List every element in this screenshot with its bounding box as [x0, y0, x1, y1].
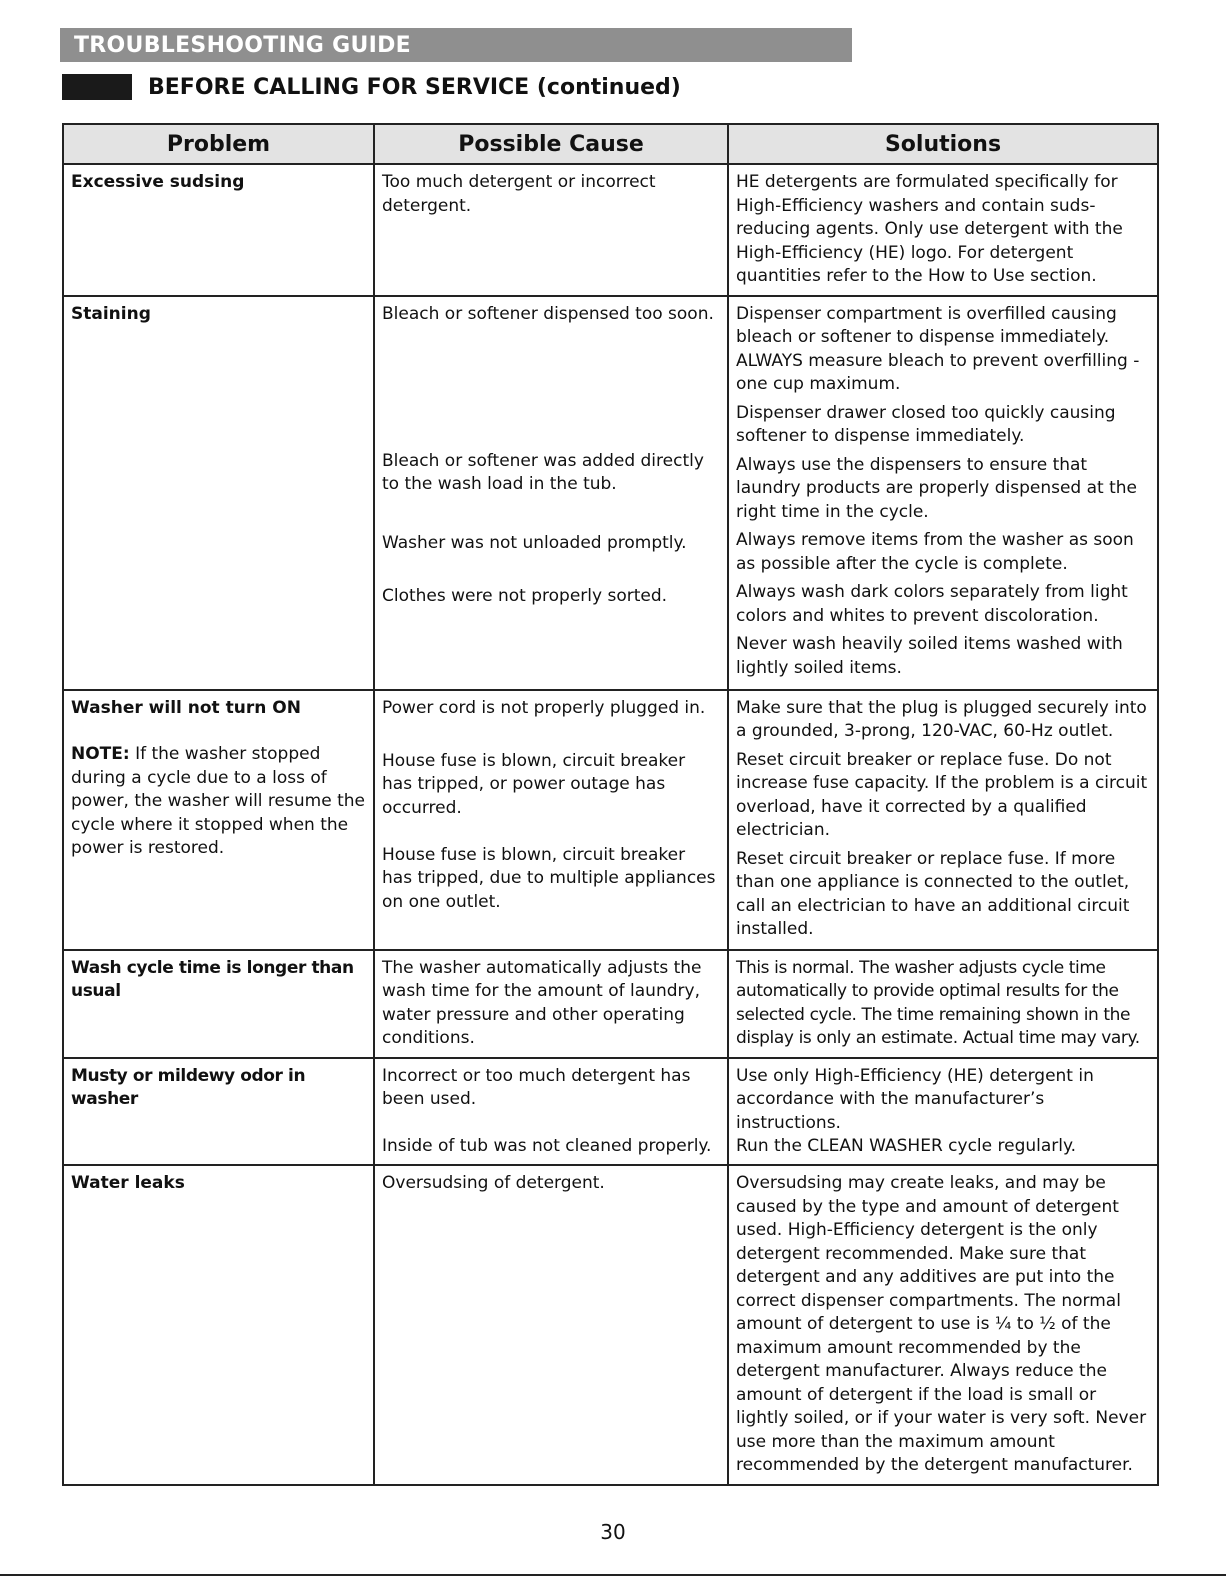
page-number: 30: [600, 1520, 626, 1544]
solution-text: Run the CLEAN WASHER cycle regularly.: [736, 1135, 1077, 1156]
column-header-cause: Possible Cause: [374, 124, 728, 164]
cause-text: House fuse is blown, circuit breaker has tripped, due to multiple appliances on one outlet.: [382, 844, 716, 912]
problem-title: Staining: [71, 303, 151, 324]
solution-text: Always wash dark colors separately from light colors and whites to prevent discoloration.: [736, 582, 1128, 626]
solution-cell: [728, 296, 1158, 690]
solution-text: Always use the dispensers to ensure that laundry products are properly dispensed at the right time in the cycle.: [736, 454, 1138, 522]
solution-text: HE detergents are formulated specifically for High-Efficiency washers and contain suds-reducing agents. Only use detergent with the High-Efficiency (HE) logo. For detergent quantities refer to the How to Use section.: [736, 172, 1123, 286]
solution-cell: [728, 950, 1158, 1058]
problem-cell: [63, 690, 374, 950]
table-row: [63, 950, 1158, 1058]
problem-title: Water leaks: [71, 1173, 185, 1193]
cause-cell: [374, 164, 728, 296]
solution-text: Always remove items from the washer as soon as possible after the cycle is complete.: [736, 530, 1134, 574]
problem-title: Excessive sudsing: [71, 172, 245, 192]
solution-text: Dispenser compartment is overfilled causing bleach or softener to dispense immediately. ALWAYS measure bleach to prevent overfilling - one cup maximum.: [736, 303, 1140, 394]
solution-cell: [728, 1165, 1158, 1485]
table-row: [63, 690, 1158, 950]
subtitle-text: BEFORE CALLING FOR SERVICE (continued): [148, 74, 681, 100]
cause-cell: [374, 1058, 728, 1166]
table-row: [63, 164, 1158, 296]
table-row: [63, 296, 1158, 690]
solution-text: Dispenser drawer closed too quickly causing softener to dispense immediately.: [736, 402, 1116, 446]
solution-text: Reset circuit breaker or replace fuse. Do not increase fuse capacity. If the problem is a circuit overload, have it corrected by a qualified electrician.: [736, 749, 1148, 840]
cause-cell: [374, 296, 728, 690]
problem-cell: [63, 950, 374, 1058]
cause-text: Inside of tub was not cleaned properly.: [382, 1135, 712, 1156]
solution-text: Oversudsing may create leaks, and may be caused by the type and amount of detergent used. High-Efficiency detergent is the only detergent recommended. Make sure that detergent and any additives are put into the correct dispenser compartments. The normal amount of detergent to use is ¼ to ½ of the maximum amount recommended by the detergent manufacturer. Always reduce the amount of detergent if the load is small or lightly soiled, or if your water is very soft. Never use more than the maximum amount recommended by the detergent manufacturer.: [736, 1173, 1147, 1475]
table-header-row: [63, 124, 1158, 164]
note-text: If the washer stopped during a cycle due to a loss of power, the washer will resume the cycle where it stopped when the power is restored.: [71, 744, 365, 858]
cause-text: Too much detergent or incorrect detergent.: [382, 172, 656, 216]
cause-text: Washer was not unloaded promptly.: [382, 532, 687, 553]
table-row: [63, 1058, 1158, 1166]
cause-text: Clothes were not properly sorted.: [382, 585, 668, 606]
table-row: [63, 1165, 1158, 1485]
problem-cell: [63, 1165, 374, 1485]
cause-text: Bleach or softener dispensed too soon.: [382, 303, 714, 324]
column-header-solutions: Solutions: [728, 124, 1158, 164]
problem-cell: [63, 1058, 374, 1166]
troubleshooting-table: [62, 123, 1159, 1486]
solution-cell: [728, 690, 1158, 950]
problem-title: Wash cycle time is longer than usual: [71, 957, 354, 1001]
cause-text: The washer automatically adjusts the wash time for the amount of laundry, water pressure and other operating conditions.: [382, 957, 702, 1048]
problem-cell: [63, 296, 374, 690]
problem-title: Washer will not turn ON: [71, 697, 301, 718]
solution-text: Never wash heavily soiled items washed with lightly soiled items.: [736, 634, 1123, 678]
cause-text: Bleach or softener was added directly to the wash load in the tub.: [382, 450, 704, 494]
subtitle-bar-decoration: [62, 74, 132, 100]
cause-cell: [374, 950, 728, 1058]
solution-cell: [728, 1058, 1158, 1166]
problem-cell: [63, 164, 374, 296]
cause-text: Incorrect or too much detergent has been used.: [382, 1065, 691, 1109]
problem-title: Musty or mildewy odor in washer: [71, 1065, 306, 1109]
solution-text: Make sure that the plug is plugged securely into a grounded, 3-prong, 120-VAC, 60-Hz outlet.: [736, 697, 1147, 741]
cause-text: Power cord is not properly plugged in.: [382, 697, 706, 718]
bottom-rule: [0, 1574, 1226, 1576]
solution-text: Use only High-Efficiency (HE) detergent in accordance with the manufacturer’s instructions.: [736, 1065, 1094, 1133]
note-label: NOTE:: [71, 744, 130, 764]
cause-cell: [374, 690, 728, 950]
column-header-problem: Problem: [63, 124, 374, 164]
cause-text: House fuse is blown, circuit breaker has tripped, or power outage has occurred.: [382, 750, 686, 818]
solution-cell: [728, 164, 1158, 296]
cause-text: Oversudsing of detergent.: [382, 1173, 605, 1193]
section-banner: TROUBLESHOOTING GUIDE: [60, 28, 852, 62]
section-subtitle: [62, 72, 681, 102]
solution-text: This is normal. The washer adjusts cycle time automatically to provide optimal results for the selected cycle. The time remaining shown in the display is only an estimate. Actual time may vary.: [736, 957, 1140, 1048]
problem-note: [71, 743, 366, 861]
solution-text: Reset circuit breaker or replace fuse. If more than one appliance is connected to the outlet, call an electrician to have an additional circuit installed.: [736, 848, 1130, 939]
cause-cell: [374, 1165, 728, 1485]
